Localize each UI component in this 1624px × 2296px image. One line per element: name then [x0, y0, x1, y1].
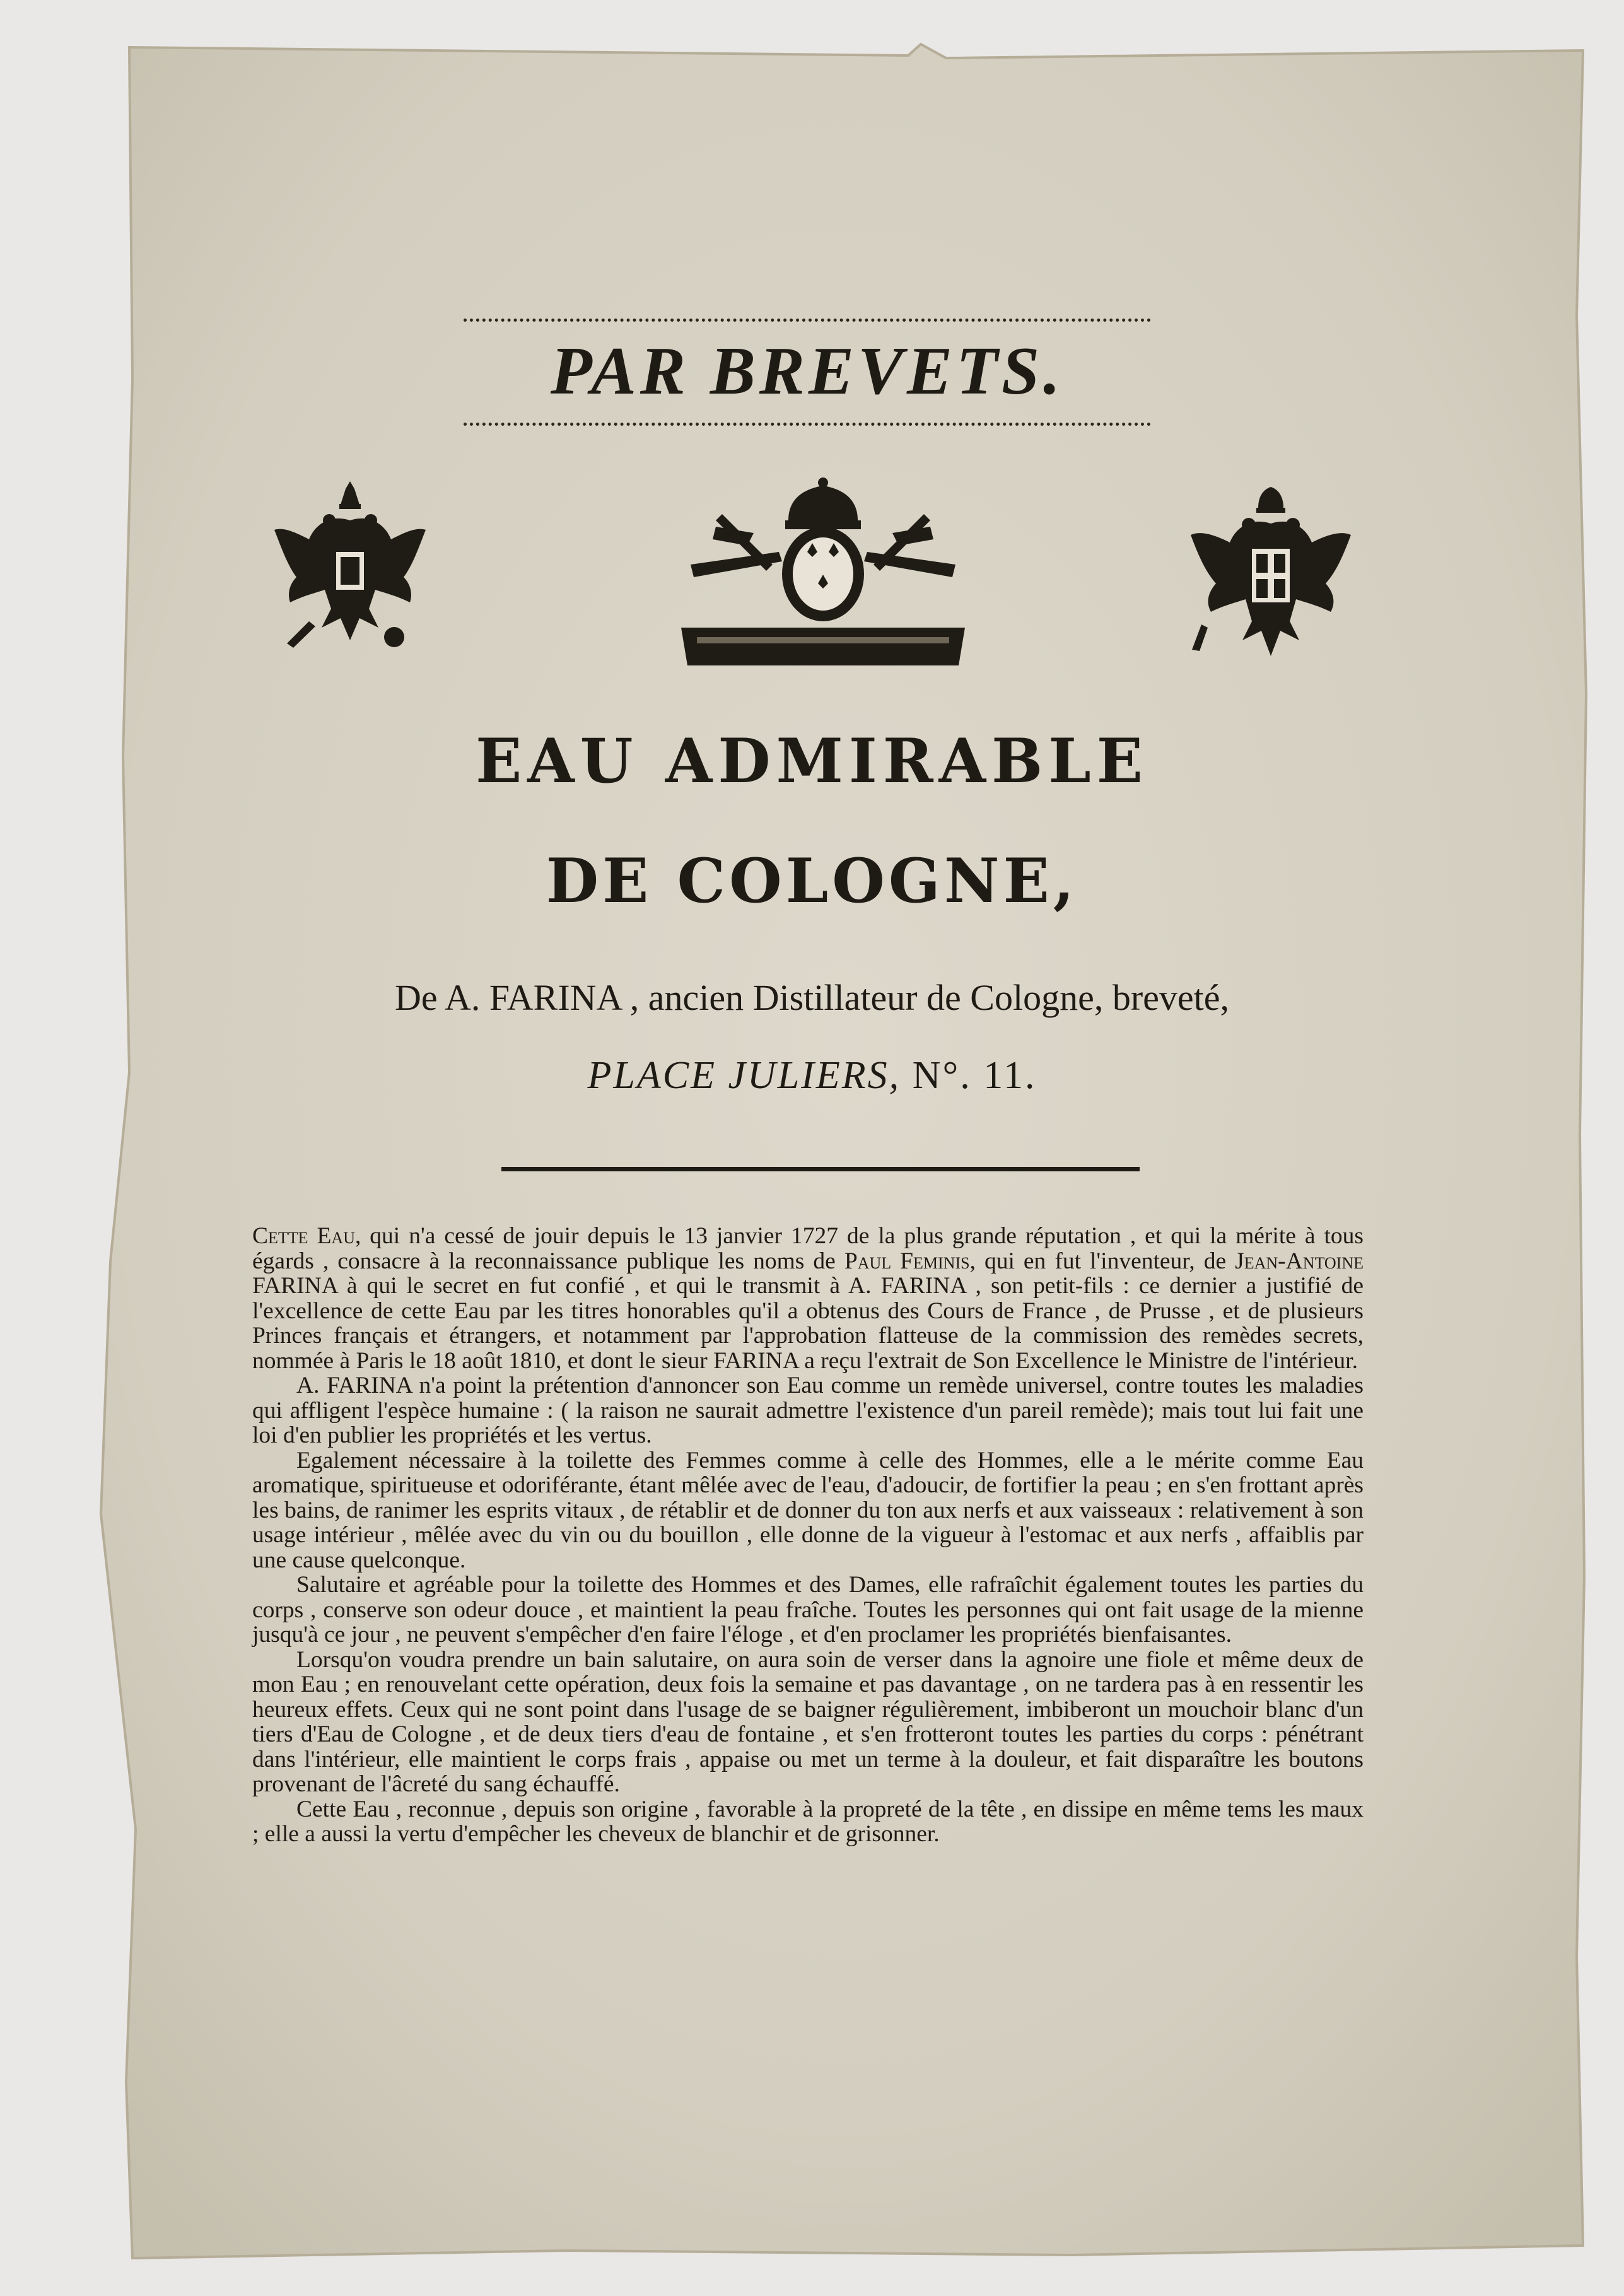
imperial-double-headed-eagle-icon: [271, 476, 429, 665]
paragraph-6: Cette Eau , reconnue , depuis son origine , favorable à la propreté de la tête , en dissipe en même tems les maux ; elle a aussi la vertu d'empêcher les cheveux de blanchir et de grisonner.: [252, 1796, 1364, 1847]
successor-name: Jean-Antoine: [1235, 1248, 1364, 1274]
french-royal-arms-icon: [678, 476, 968, 675]
address-number: N°. 11.: [912, 1054, 1037, 1097]
dotted-rule-bottom: [464, 423, 1151, 426]
address-line: [0, 1053, 1624, 1098]
address-place: PLACE JULIERS,: [587, 1054, 901, 1097]
paragraph-1-text-c: FARINA à qui le secret en fut confié , et qui le transmit à A. FARINA , son petit-fils : ce dernier a justifié de l'excellence de cette Eau par les titres honorables qu'il a obtenus des Cours de France , de Prusse , et de plusieurs Princes français et étrangers, et notamment par l'approbation flatteuse de la commission des remèdes secrets, nommée à Paris le 18 août 1810, et dont le sieur FARINA a reçu l'extrait de Son Excellence le Ministre de l'intérieur.: [252, 1273, 1364, 1374]
paragraph-1-lead: Cette Eau: [252, 1223, 355, 1249]
heading: PAR BREVETS.: [550, 334, 1065, 409]
paragraph-1-text-a: , qui n'a cessé de jouir depuis le 13 janvier 1727 de la plus grande réputation , et qui la mérite à tous égards , consacre à la reconnaissance publique les noms de: [252, 1223, 1364, 1274]
dotted-rule-top: [464, 319, 1151, 322]
body-text: [252, 1224, 1364, 1847]
horizontal-rule: [501, 1167, 1140, 1171]
paragraph-1: [252, 1224, 1364, 1373]
title-line-2: DE COLOGNE,: [546, 845, 1078, 917]
paragraph-5: Lorsqu'on voudra prendre un bain salutaire, on aura soin de verser dans la agnoire une fiole et même deux de mon Eau ; en renouvelant cette opération, deux fois la semaine et pas davantage , on ne tardera pas à en ressentir les heureux effets. Ceux qui ne sont point dans l'usage de se baigner régulièrement, imbiberont un mouchoir blanc d'un tiers d'Eau de Cologne , et de deux tiers d'eau de fontaine , et s'en frotteront toutes les parties du corps : pénétrant dans l'intérieur, elle maintient le corps frais , appaise ou met un terme à la douleur, et fait disparaître les boutons provenant de l'âcreté du sang échauffé.: [252, 1646, 1364, 1797]
paragraph-1-text-b: , qui en fut l'inventeur, de: [969, 1248, 1236, 1274]
paragraph-2: A. FARINA n'a point la prétention d'annoncer son Eau comme un remède universel, contre toutes les maladies qui affligent l'espèce humaine : ( la raison ne saurait admettre l'existence d'un pareil remède); mais tout lui fait une loi d'en publier les propriétés et les vertus.: [252, 1373, 1364, 1448]
paragraph-3: Egalement nécessaire à la toilette des Femmes comme à celle des Hommes, elle a le mérite comme Eau aromatique, spiritueuse et odoriférante, étant mêlée avec de l'eau, d'adoucir, de fortifier la peau ; en s'en frottant après les bains, de ranimer les esprits vitaux , de rétablir et de donner du ton aux nerfs et aux vaisseaux : relativement à son usage intérieur , mêlée avec du vin ou du bouillon , elle donne de la vigueur à l'estomac et aux nerfs , affaiblis par une cause quelconque.: [252, 1447, 1364, 1573]
austrian-double-headed-eagle-icon: [1186, 479, 1356, 675]
inventor-name: Paul Feminis: [844, 1248, 970, 1274]
title-line-1: EAU ADMIRABLE: [476, 725, 1148, 797]
heading-frame: [464, 319, 1151, 426]
paragraph-4: Salutaire et agréable pour la toilette des Hommes et des Dames, elle rafraîchit également toutes les parties du corps , conserve son odeur douce , et maintient la peau fraîche. Toutes les personnes qui ont fait usage de la mienne jusqu'à ce jour , ne peuvent s'empêcher d'en faire l'éloge , et d'en proclamer les propriétés bienfaisantes.: [252, 1572, 1364, 1648]
maker-line: De A. FARINA , ancien Distillateur de Cologne, breveté,: [395, 977, 1229, 1018]
